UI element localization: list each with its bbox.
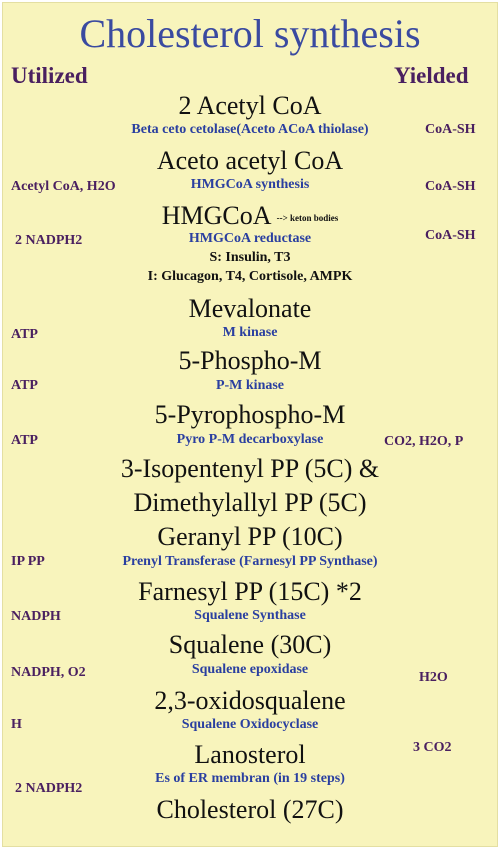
diagram-canvas	[2, 2, 498, 847]
enzyme-prenyl-transferase: Prenyl Transferase (Farnesyl PP Synthase)	[122, 554, 378, 569]
keton-bodies-note: --> keton bodies	[276, 213, 339, 224]
hmgcoa-label: HMGCoA	[161, 201, 271, 230]
yielded-3-co2: 3 CO2	[413, 740, 452, 755]
utilized-header: Utilized	[11, 63, 88, 88]
compound-geranyl-pp: Geranyl PP (10C)	[157, 522, 343, 551]
yielded-co2-h2o-p: CO2, H2O, P	[384, 434, 464, 449]
yielded-coash-1: CoA-SH	[425, 122, 476, 137]
utilized-nadph-o2: NADPH, O2	[11, 665, 86, 680]
yielded-coash-3: CoA-SH	[425, 228, 476, 243]
compound-cholesterol: Cholesterol (27C)	[156, 795, 344, 824]
utilized-acetylcoa-h2o: Acetyl CoA, H2O	[11, 179, 116, 194]
enzyme-pm-kinase: P-M kinase	[215, 378, 285, 393]
utilized-atp-3: ATP	[11, 433, 38, 448]
enzyme-squalene-synthase: Squalene Synthase	[194, 608, 306, 623]
compound-dimethylallyl-pp: Dimethylallyl PP (5C)	[133, 488, 367, 517]
utilized-nadph: NADPH	[11, 609, 61, 624]
compound-hmgcoa	[3, 201, 497, 231]
utilized-atp-1: ATP	[11, 327, 38, 342]
compound-squalene: Squalene (30C)	[168, 630, 332, 659]
enzyme-oxidocyclase: Squalene Oxidocyclase	[181, 717, 319, 732]
compound-farnesyl-pp: Farnesyl PP (15C) *2	[138, 577, 362, 606]
enzyme-m-kinase: M kinase	[222, 325, 278, 340]
utilized-h: H	[11, 717, 22, 732]
utilized-atp-2: ATP	[11, 378, 38, 393]
diagram-title: Cholesterol synthesis	[79, 11, 421, 56]
yielded-coash-2: CoA-SH	[425, 179, 476, 194]
compound-mevalonate: Mevalonate	[188, 294, 312, 323]
enzyme-squalene-epoxidase: Squalene epoxidase	[191, 662, 309, 677]
utilized-nadph2-2: 2 NADPH2	[15, 781, 83, 796]
enzyme-hmgcoa-synthase: HMGCoA synthesis	[190, 177, 310, 192]
enzyme-hmgcoa-reductase: HMGCoA reductase	[188, 231, 312, 246]
stimulators: S: Insulin, T3	[209, 250, 291, 265]
enzyme-decarboxylase: Pyro P-M decarboxylase	[176, 432, 324, 447]
compound-oxidosqualene: 2,3-oxidosqualene	[154, 686, 346, 715]
compound-isopentenyl-pp: 3-Isopentenyl PP (5C) &	[120, 454, 380, 483]
compound-lanosterol: Lanosterol	[194, 740, 306, 769]
compound-5-pyrophospho-m: 5-Pyrophospho-M	[154, 400, 346, 429]
utilized-nadph2-1: 2 NADPH2	[15, 233, 83, 248]
enzyme-thiolase: Beta ceto cetolase(Aceto ACoA thiolase)	[131, 122, 369, 137]
enzyme-er-membrane: Es of ER membran (in 19 steps)	[155, 771, 345, 786]
compound-acetyl-coa: 2 Acetyl CoA	[178, 91, 322, 120]
compound-acetoacetyl-coa: Aceto acetyl CoA	[156, 146, 344, 175]
yielded-header: Yielded	[394, 63, 469, 88]
utilized-ip-pp: IP PP	[11, 554, 45, 569]
yielded-h2o: H2O	[419, 670, 448, 685]
compound-5-phospho-m: 5-Phospho-M	[178, 346, 322, 375]
inhibitors: I: Glucagon, T4, Cortisole, AMPK	[147, 269, 353, 284]
